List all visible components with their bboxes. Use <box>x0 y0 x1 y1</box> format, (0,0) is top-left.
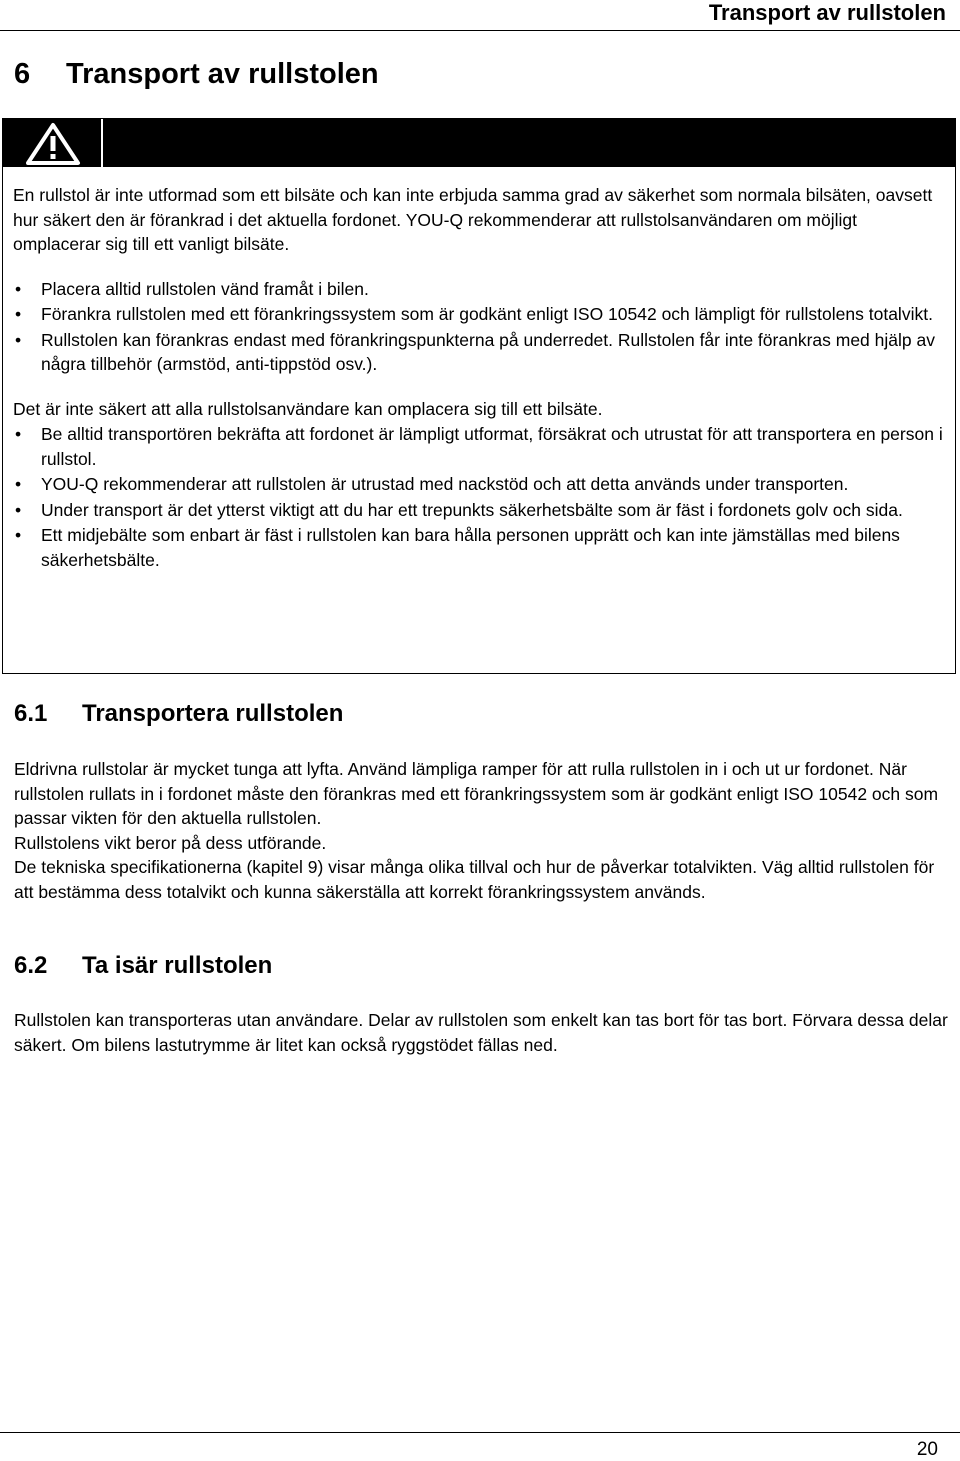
warning-header-bar <box>3 119 955 167</box>
list-item <box>13 472 943 497</box>
paragraph: Rullstolen kan transporteras utan användare. Delar av rullstolen som enkelt kan tas bort för tas bort. Förvara dessa delar säkert. Om bilens lastutrymme är litet kan också ryggstödet fällas ned. <box>14 1010 948 1055</box>
section-heading-6-1 <box>14 700 343 728</box>
section-number: 6.2 <box>14 952 48 979</box>
running-header <box>0 0 960 31</box>
list-item-text: Under transport är det ytterst viktigt att du har ett trepunkts säkerhetsbälte som är fäst i fordonets golv och sida. <box>41 499 903 520</box>
bullet-glyph: • <box>15 424 22 444</box>
running-header-title: Transport av rullstolen <box>708 0 946 25</box>
list-item <box>13 277 943 302</box>
section-title: Transportera rullstolen <box>82 700 344 727</box>
chapter-title <box>14 58 379 91</box>
bullet-glyph: • <box>15 499 22 520</box>
page-number: 20 <box>916 1439 938 1460</box>
footer-rule <box>0 1432 960 1433</box>
section-title: Ta isär rullstolen <box>82 952 273 979</box>
list-item-text: Ett midjebälte som enbart är fäst i rullstolen kan bara hålla personen upprätt och kan inte jämställas med bilens säkerhetsbälte. <box>41 525 900 570</box>
bullet-glyph: • <box>15 278 22 299</box>
section-heading-6-2 <box>14 952 272 980</box>
bullet-glyph: • <box>15 329 22 350</box>
list-item <box>13 302 943 327</box>
paragraph: Eldrivna rullstolar är mycket tunga att lyfta. Använd lämpliga ramper för att rulla rullstolen in i och ut ur fordonet. När rullstolen rullats in i fordonet måste den förankras med ett förankringssystem som är godkänt enligt ISO 10542 och som passar vikten för den aktuella rullstolen. <box>14 759 939 828</box>
list-item <box>13 523 943 572</box>
bullet-glyph: • <box>15 525 22 545</box>
chapter-title-text: Transport av rullstolen <box>66 58 379 90</box>
warning-middle: Det är inte säkert att alla rullstolsanvändare kan omplacera sig till ett bilsäte. <box>13 398 603 419</box>
section-number: 6.1 <box>14 700 48 727</box>
warning-header-divider <box>101 119 103 167</box>
list-item-text: Placera alltid rullstolen vänd framåt i bilen. <box>41 278 369 299</box>
list-item-text: Be alltid transportören bekräfta att fordonet är lämpligt utformat, försäkrat och utrustat för att transportera en person i rullstol. <box>41 424 943 469</box>
warning-list-a <box>13 277 943 377</box>
paragraph: De tekniska specifikationerna (kapitel 9) visar många olika tillval och hur de påverkar totalvikten. Väg alltid rullstolen för att bestämma dess totalvikt och kunna säkerställa att korrekt förankringssystem används. <box>14 857 935 902</box>
warning-list-b <box>13 422 943 572</box>
list-item <box>13 498 943 523</box>
list-item <box>13 328 943 377</box>
list-item-text: Förankra rullstolen med ett förankringssystem som är godkänt enligt ISO 10542 och lämpligt för rullstolens totalvikt. <box>41 304 933 324</box>
paragraph: Rullstolens vikt beror på dess utförande. <box>14 832 327 853</box>
list-item-text: Rullstolen kan förankras endast med förankringspunkterna på underredet. Rullstolen får inte förankras med hjälp av några tillbehör (armstöd, anti-tippstöd osv.). <box>41 329 935 374</box>
chapter-number: 6 <box>14 58 31 90</box>
bullet-glyph: • <box>15 474 22 494</box>
list-item <box>13 422 943 471</box>
section-body-6-2 <box>14 1008 950 1057</box>
warning-content <box>13 183 943 572</box>
warning-triangle-icon <box>25 122 81 166</box>
section-body-6-1 <box>14 757 950 904</box>
warning-box <box>2 118 956 674</box>
bullet-glyph: • <box>15 304 22 324</box>
warning-intro: En rullstol är inte utformad som ett bilsäte och kan inte erbjuda samma grad av säkerhet som normala bilsäten, oavsett hur säkert den är förankrad i det aktuella fordonet. YOU-Q rekommenderar att rullstolsanvändaren om möjligt omplacerar sig till ett vanligt bilsäte. <box>13 185 933 254</box>
list-item-text: YOU-Q rekommenderar att rullstolen är utrustad med nackstöd och att detta används under transporten. <box>41 474 849 494</box>
